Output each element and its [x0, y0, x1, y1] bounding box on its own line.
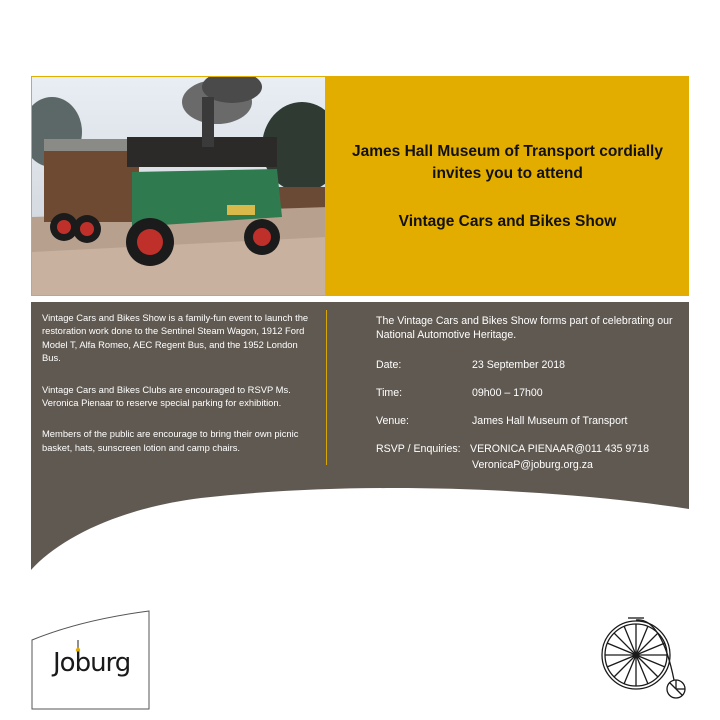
event-description [42, 311, 318, 472]
time-value: 09h00 – 17h00 [472, 387, 543, 399]
date-value: 23 September 2018 [472, 359, 566, 371]
logo-text: Joburg [53, 648, 131, 678]
penny-farthing-icon [598, 610, 688, 700]
time-row [376, 386, 681, 400]
rsvp-row [376, 442, 681, 456]
invite-line-1: James Hall Museum of Transport cordially [352, 143, 663, 160]
event-name: Vintage Cars and Bikes Show [398, 213, 617, 230]
venue-row [376, 414, 681, 428]
joburg-logo [31, 610, 151, 710]
rsvp-value: VERONICA PIENAAR@011 435 9718 [470, 443, 649, 455]
date-label: Date: [376, 359, 402, 371]
venue-value: James Hall Museum of Transport [472, 415, 628, 427]
steam-wagon-photo [31, 76, 326, 296]
details-intro: The Vintage Cars and Bikes Show forms part of celebrating our National Automotive Heritage. [376, 315, 673, 341]
event-info-panel [31, 302, 689, 574]
date-row [376, 358, 681, 372]
invitation-title-panel [326, 76, 689, 296]
rsvp-label: RSVP / Enquiries: [376, 443, 461, 455]
time-label: Time: [376, 387, 403, 399]
public-paragraph: Members of the public are encourage to bring their own picnic basket, hats, sunscreen lotion and camp chairs. [42, 428, 299, 453]
event-details [376, 314, 681, 472]
rsvp-email[interactable]: VeronicaP@joburg.org.za [472, 459, 593, 471]
venue-label: Venue: [376, 415, 409, 427]
description-paragraph: Vintage Cars and Bikes Show is a family-fun event to launch the restoration work done to the Sentinel Steam Wagon, 1912 Ford Model T, Alfa Romeo, AEC Regent Bus, and the 1952 London Bus. [42, 312, 309, 364]
column-divider [326, 310, 327, 465]
invite-line-2: invites you to attend [432, 165, 583, 182]
rsvp-paragraph: Vintage Cars and Bikes Clubs are encouraged to RSVP Ms. Veronica Pienaar to reserve special parking for exhibition. [42, 383, 291, 409]
